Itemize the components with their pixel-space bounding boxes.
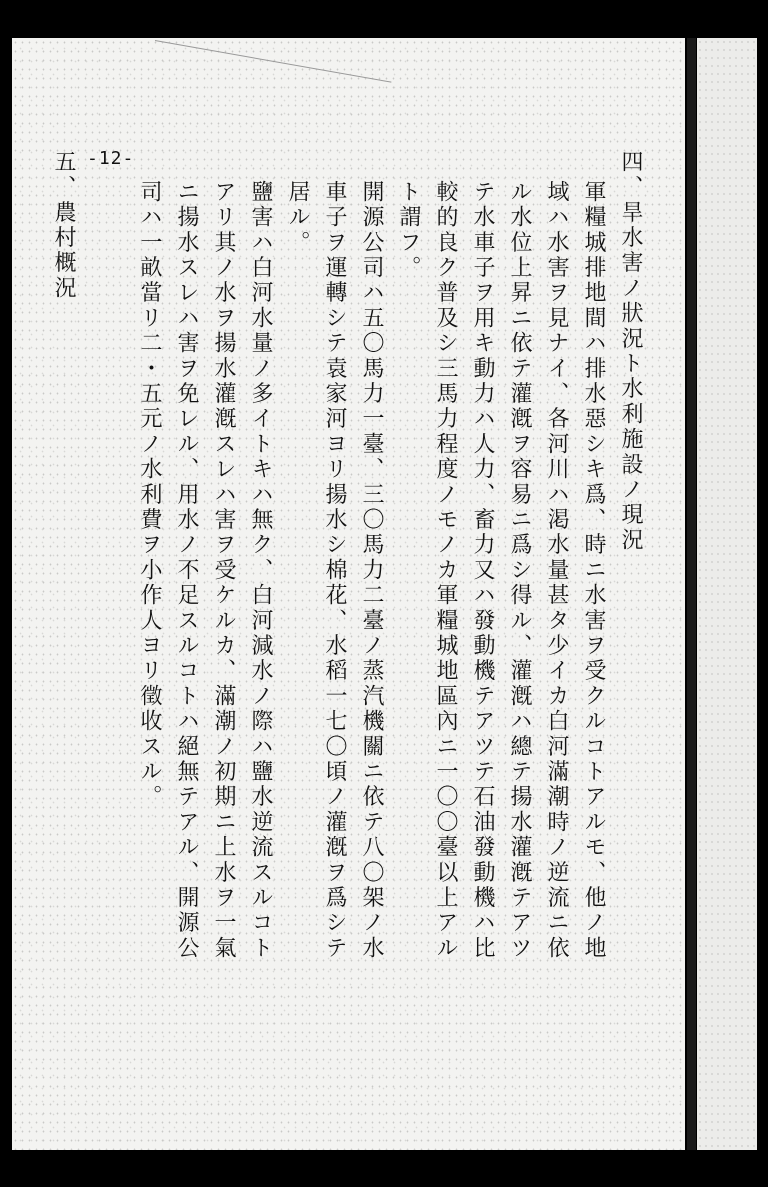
text-column-13: 司ハ一畝當リ二・五元ノ水利費ヲ小作人ヨリ徵收スル。	[137, 180, 162, 810]
text-column-11: アリ其ノ水ヲ揚水灌漑スレハ害ヲ受ケルカ、滿潮ノ初期ニ上水ヲ一氣	[211, 180, 236, 962]
text-column-2: 域ハ水害ヲ見ナイ、各河川ハ渇水量甚タ少イカ白河滿潮時ノ逆流ニ依	[544, 180, 569, 962]
text-column-12: ニ揚水スレハ害ヲ免レル、用水ノ不足スルコトハ絕無テアル、開源公	[174, 180, 199, 962]
section-heading-5: 五、農村概況	[51, 150, 76, 302]
page-number: -12-	[87, 148, 135, 169]
text-column-3: ル水位上昇ニ依テ灌漑ヲ容易ニ爲シ得ル、灌漑ハ總テ揚水灌漑テアツ	[507, 180, 532, 962]
section-heading-4: 四、旱水害ノ狀況ト水利施設ノ現況	[618, 150, 643, 554]
text-column-4: テ水車子ヲ用キ動力ハ人力、畜力又ハ發動機テアツテ石油發動機ハ比	[470, 180, 495, 962]
adjacent-page-edge	[697, 38, 757, 1150]
text-column-8: 車子ヲ運轉シテ袁家河ヨリ揚水シ棉花、水稻一七〇頃ノ灌漑ヲ爲シテ	[322, 180, 347, 962]
text-column-10: 鹽害ハ白河水量ノ多イトキハ無ク、白河減水ノ際ハ鹽水逆流スルコト	[248, 180, 273, 962]
text-column-6: ト謂フ。	[396, 180, 421, 281]
page-gutter	[687, 38, 696, 1150]
text-column-1: 軍糧城排地間ハ排水惡シキ爲、時ニ水害ヲ受クルコトアルモ、他ノ地	[581, 180, 606, 962]
text-column-9: 居ル。	[285, 180, 310, 256]
text-column-5: 較的良ク普及シ三馬力程度ノモノカ軍糧城地區內ニ一〇〇臺以上アル	[433, 180, 458, 962]
text-column-7: 開源公司ハ五〇馬力一臺、三〇馬力二臺ノ蒸汽機關ニ依テ八〇架ノ水	[359, 180, 384, 962]
